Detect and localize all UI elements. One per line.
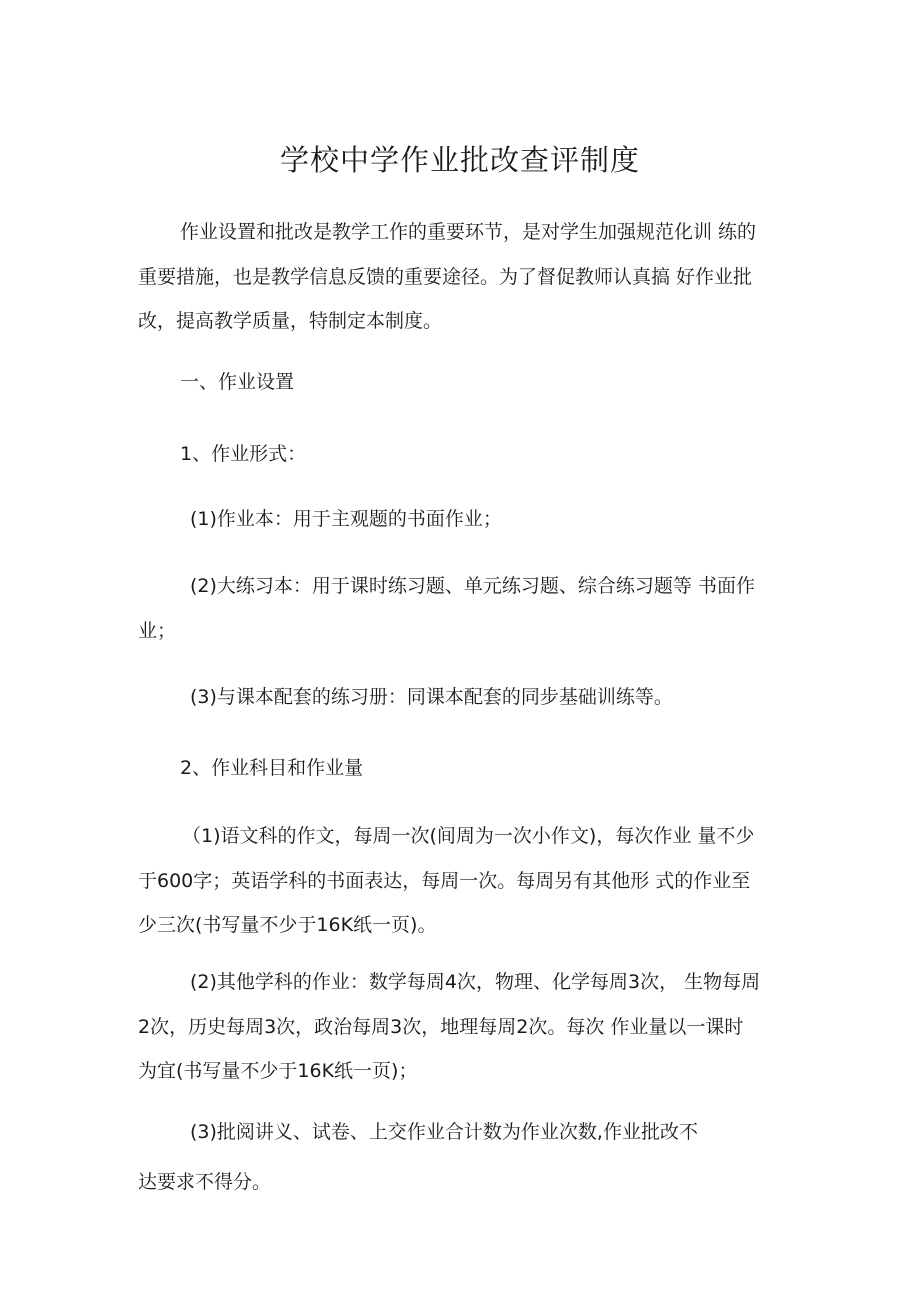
intro-line-2: 重要措施，也是教学信息反馈的重要途径。为了督促教师认真搞 好作业批 xyxy=(138,265,753,288)
form-item-1-line: (1)作业本：用于主观题的书面作业； xyxy=(190,508,502,530)
subsection-1-heading: 1、作业形式： xyxy=(180,443,307,465)
subsection-1-heading-block xyxy=(138,432,784,477)
subject-item-1-line-3: 少三次(书写量不少于16K纸一页)。 xyxy=(138,914,437,936)
form-item-3-line: (3)与课本配套的练习册：同课本配套的同步基础训练等。 xyxy=(190,686,673,708)
subject-item-1-line-1: （1)语文科的作文，每周一次(间周为一次小作文)，每次作业 量不少 xyxy=(182,825,755,847)
form-item-2-line-2: 业； xyxy=(138,619,177,642)
form-item-1 xyxy=(138,497,784,542)
subject-item-1-line-2: 于600字；英语学科的书面表达，每周一次。每周另有其他形 式的作业至 xyxy=(138,869,751,892)
subject-item-2 xyxy=(138,960,784,1094)
intro-paragraph xyxy=(138,210,784,344)
subject-item-3-line-2: 达要求不得分。 xyxy=(138,1171,272,1193)
page-title: 学校中学作业批改查评制度 xyxy=(279,143,640,177)
subsection-2-heading-block xyxy=(138,746,784,791)
subject-item-3 xyxy=(138,1110,784,1155)
form-item-3 xyxy=(138,675,784,720)
section-1-heading: 一、作业设置 xyxy=(180,371,295,393)
form-item-2-line-1: (2)大练习本：用于课时练习题、单元练习题、综合练习题等 书面作 xyxy=(190,575,755,597)
subsection-2-heading: 2、作业科目和作业量 xyxy=(180,757,364,779)
subject-item-2-line-1: (2)其他学科的作业：数学每周4次，物理、化学每周3次， 生物每周 xyxy=(190,971,761,993)
section-1-heading-block xyxy=(138,360,784,405)
subject-item-2-line-3: 为宜(书写量不少于16K纸一页)； xyxy=(138,1060,418,1082)
subject-item-3-line-1: (3)批阅讲义、试卷、上交作业合计数为作业次数,作业批改不 xyxy=(190,1121,698,1143)
intro-line-3: 改，提高教学质量，特制定本制度。 xyxy=(138,310,443,332)
form-item-2 xyxy=(138,564,784,653)
subject-item-2-line-2: 2次，历史每周3次，政治每周3次，地理每周2次。每次 作业量以一课时 xyxy=(138,1015,744,1038)
subject-item-3-continued xyxy=(138,1160,784,1205)
subject-item-1 xyxy=(138,814,784,948)
intro-line-1: 作业设置和批改是教学工作的重要环节，是对学生加强规范化训 练的 xyxy=(180,221,757,243)
